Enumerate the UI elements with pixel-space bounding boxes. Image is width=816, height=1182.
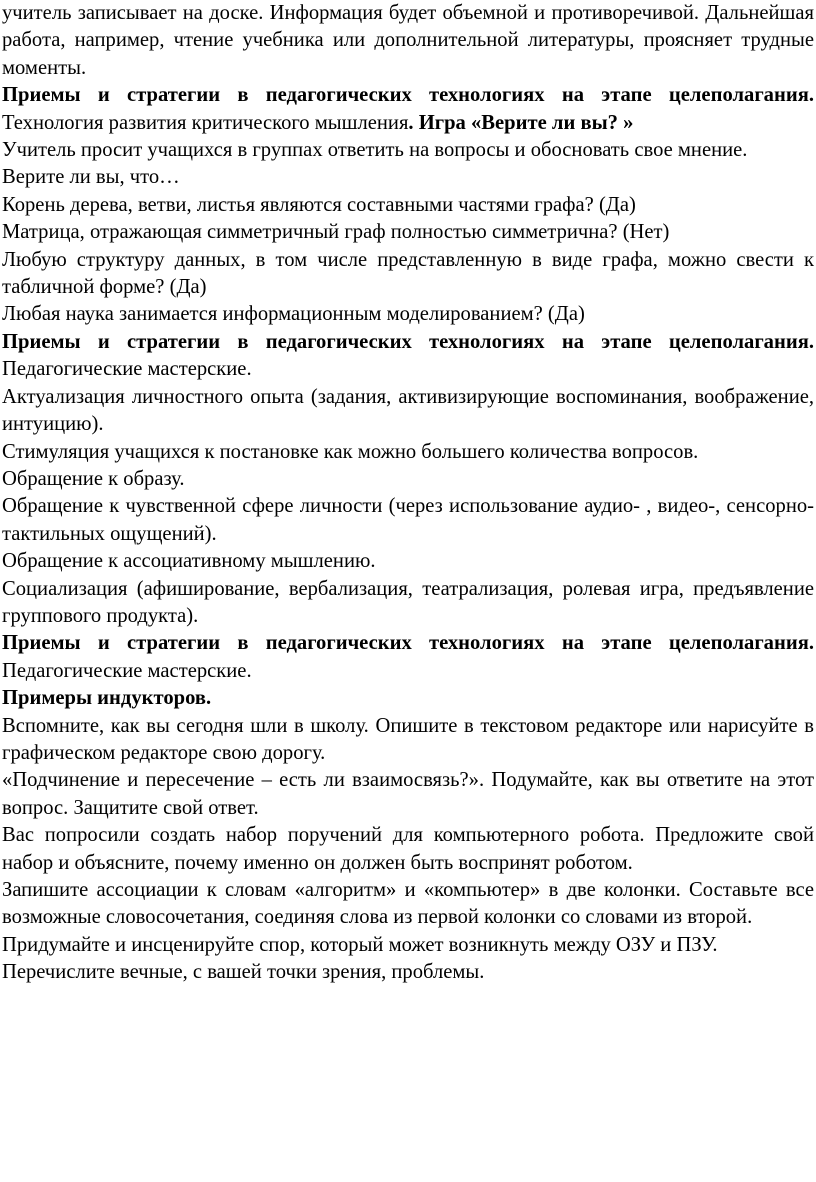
heading-inductor-examples: Примеры индукторов. — [2, 687, 212, 710]
paragraph-instructions: Учитель просит учащихся в группах ответить на вопросы и обосновать свое мнение. — [2, 139, 748, 162]
question-item: Матрица, отражающая симметричный граф полностью симметрична? (Нет) — [2, 221, 670, 244]
inductor-item: Придумайте и инсценируйте спор, который может возникнуть между ОЗУ и ПЗУ. — [2, 933, 718, 956]
heading-bold-part: Приемы и стратегии в педагогических технологиях на этапе целеполагания. — [2, 84, 814, 107]
heading-workshops — [2, 329, 814, 384]
list-item: Обращение к ассоциативному мышлению. — [2, 550, 376, 573]
paragraph-question-lead: Верите ли вы, что… — [2, 166, 180, 189]
inductor-item: Вас попросили создать набор поручений для компьютерного робота. Предложите свой набор и объясните, почему именно он должен быть воспринят роботом. — [2, 824, 814, 874]
list-item: Социализация (афиширование, вербализация, театрализация, ролевая игра, предъявление группового продукта). — [2, 577, 814, 627]
heading-bold-part: Приемы и стратегии в педагогических технологиях на этапе целеполагания. — [2, 632, 814, 655]
heading-normal-part: Педагогические мастерские. — [2, 358, 252, 381]
inductor-item: Вспомните, как вы сегодня шли в школу. Опишите в текстовом редакторе или нарисуйте в графическом редакторе свою дорогу. — [2, 714, 814, 764]
list-item: Стимуляция учащихся к постановке как можно большего количества вопросов. — [2, 440, 699, 463]
inductor-item: Перечислите вечные, с вашей точки зрения, проблемы. — [2, 961, 485, 984]
list-item: Актуализация личностного опыта (задания, активизирующие воспоминания, воображение, интуицию). — [2, 385, 814, 436]
heading-game-title: . Игра «Верите ли вы? » — [408, 111, 634, 134]
paragraph-intro: учитель записывает на доске. Информация будет объемной и противоречивой. Дальнейшая работа, например, чтение учебника или дополнительной литературы, проясняет трудные моменты. — [2, 2, 814, 79]
heading-workshops-2 — [2, 630, 814, 685]
inductor-item: «Подчинение и пересечение – есть ли взаимосвязь?». Подумайте, как вы ответите на этот вопрос. Защитите свой ответ. — [2, 769, 814, 819]
question-item: Любую структуру данных, в том числе представленную в виде графа, можно свести к табличной форме? (Да) — [2, 248, 814, 299]
list-item: Обращение к чувственной сфере личности (через использование аудио- , видео-, сенсорно-тактильных ощущений). — [2, 495, 814, 545]
heading-normal-part: Технология развития критического мышления — [2, 111, 409, 134]
question-item: Любая наука занимается информационным моделированием? (Да) — [2, 303, 585, 326]
heading-bold-part: Приемы и стратегии в педагогических технологиях на этапе целеполагания. — [2, 330, 814, 353]
inductor-item: Запишите ассоциации к словам «алгоритм» и «компьютер» в две колонки. Составьте все возможные словосочетания, соединяя слова из первой колонки со словами из второй. — [2, 879, 814, 929]
question-item: Корень дерева, ветви, листья являются составными частями графа? (Да) — [2, 193, 636, 216]
heading-normal-part: Педагогические мастерские. — [2, 659, 252, 682]
heading-critical-thinking — [2, 82, 814, 137]
list-item: Обращение к образу. — [2, 467, 185, 490]
